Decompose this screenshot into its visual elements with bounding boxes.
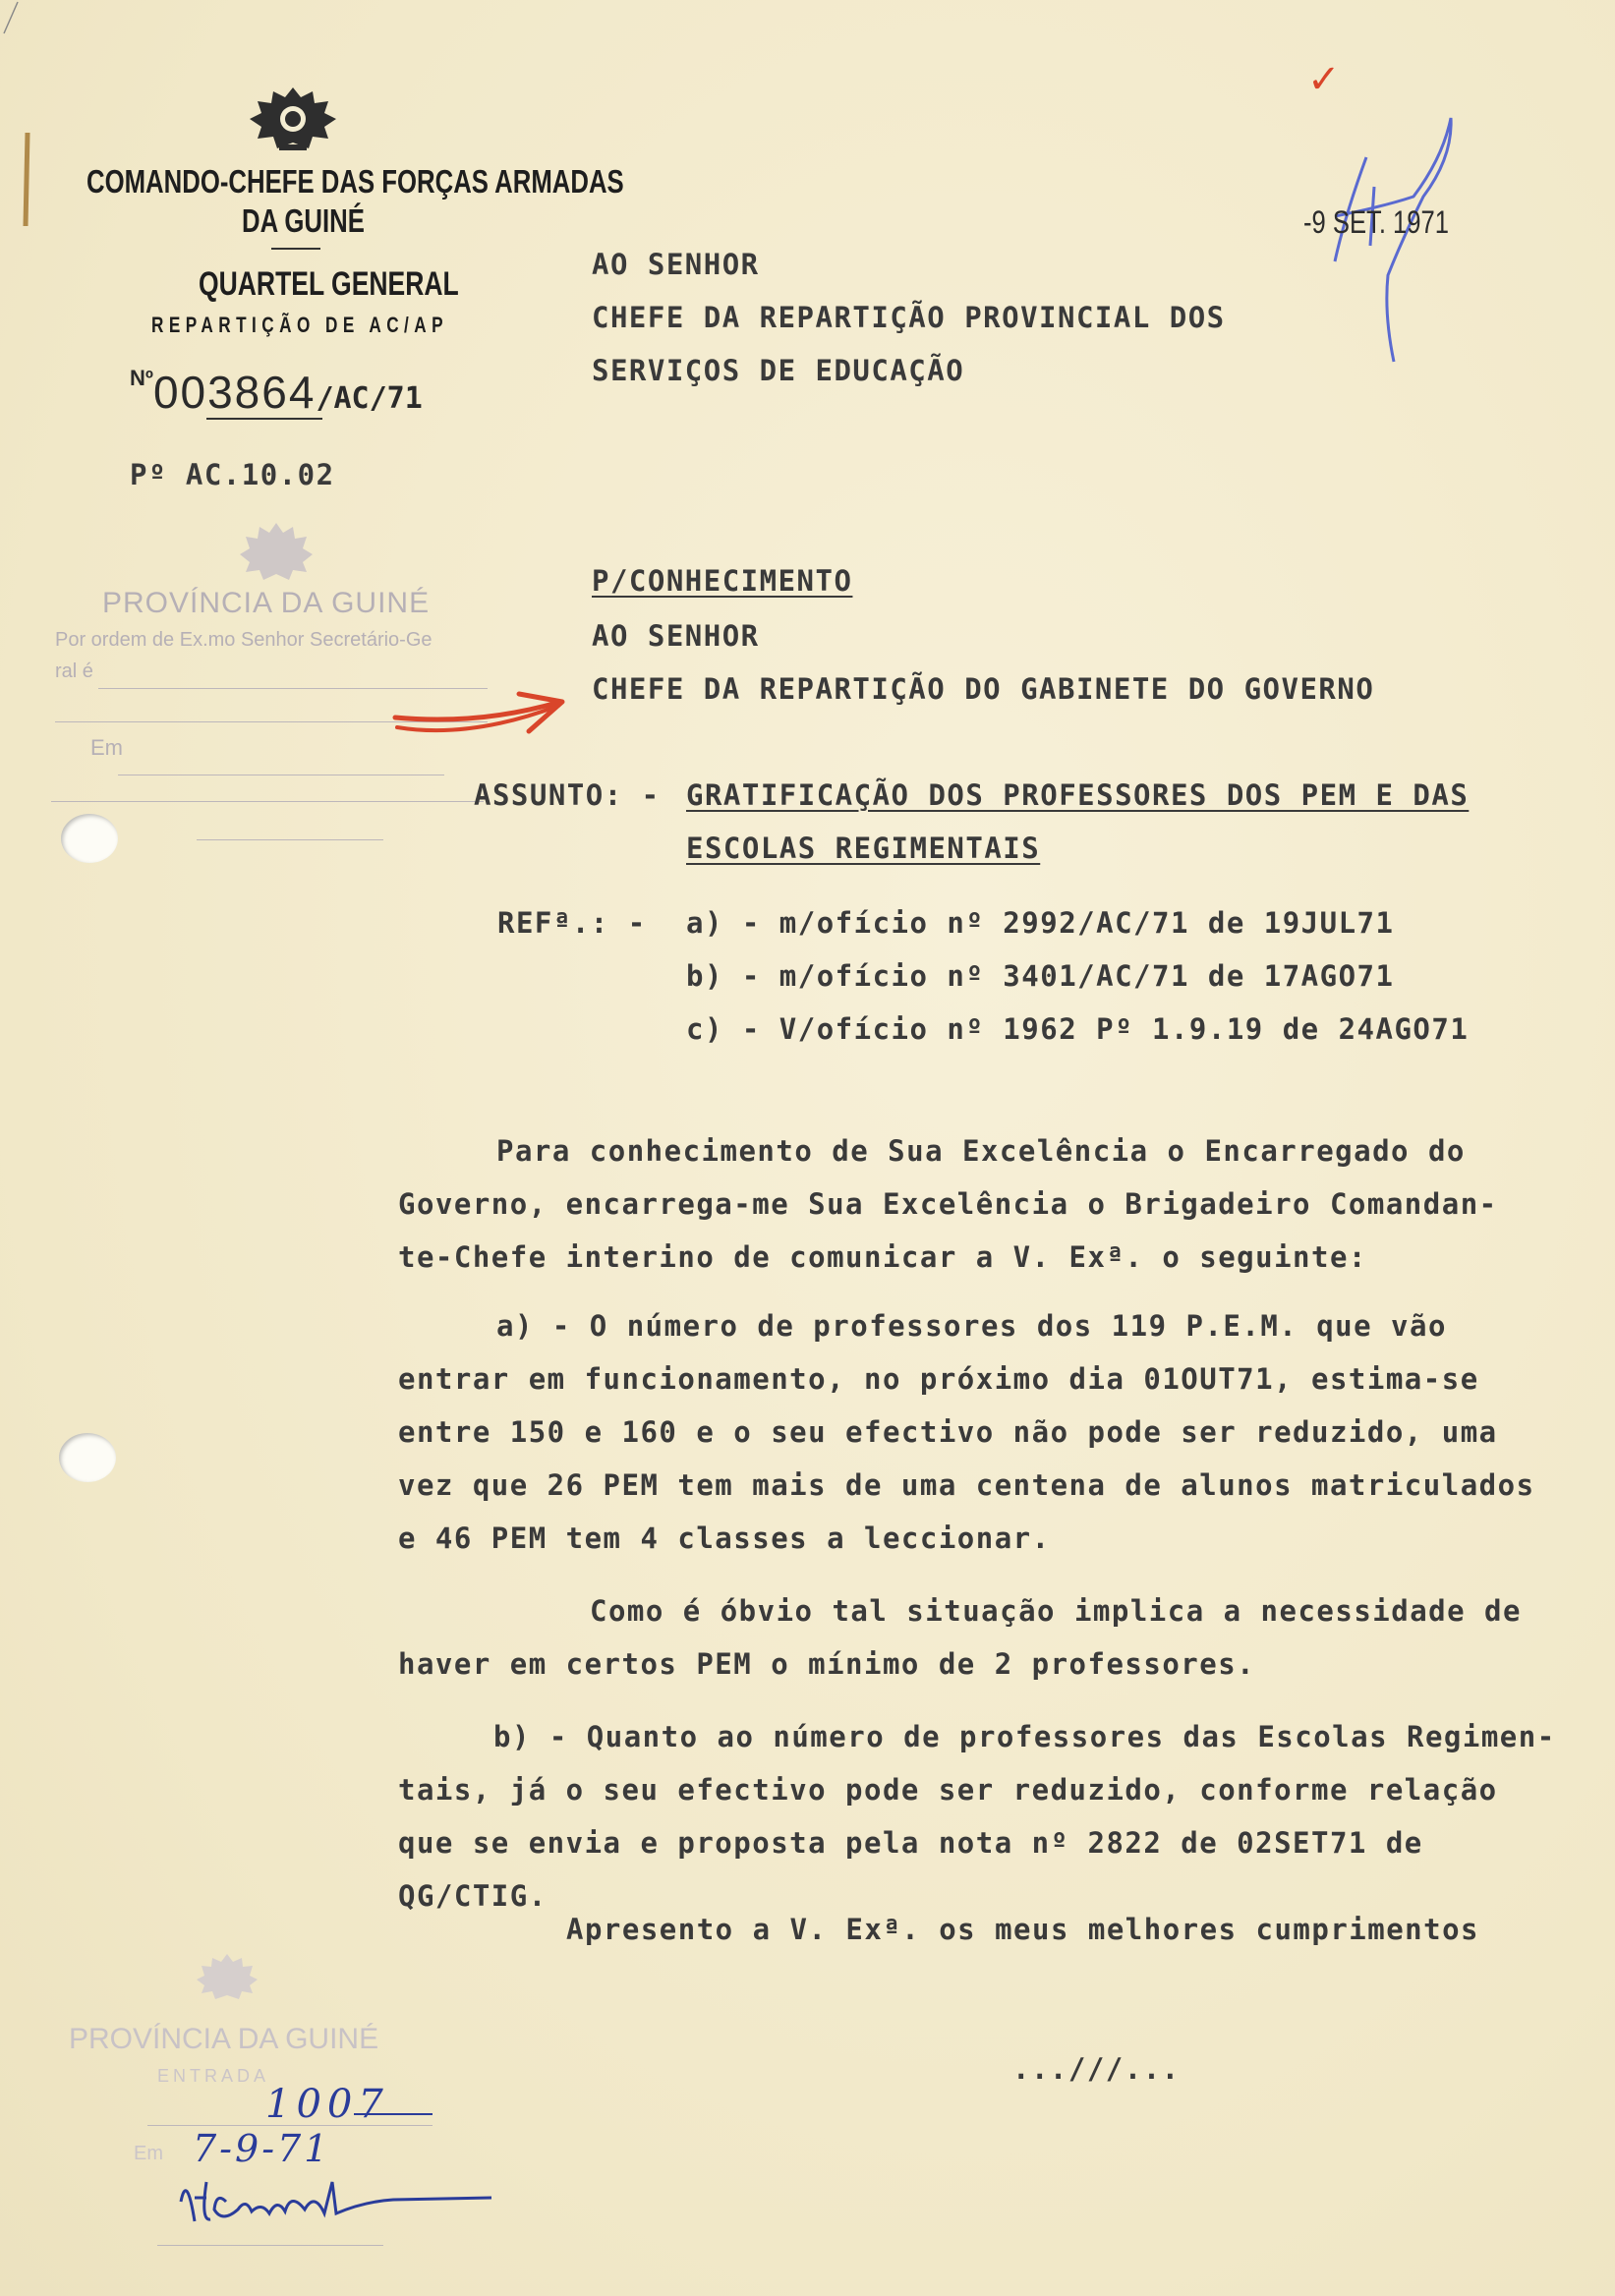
body-p2-line3: entre 150 e 160 e o seu efectivo não pode ser reduzido, uma [398,1415,1498,1449]
org-name-line2: DA GUINÉ [242,202,365,239]
cc-line1: AO SENHOR [592,619,760,653]
body-p3-line1: Como é óbvio tal situação implica a necessidade de [590,1594,1522,1628]
reference-item-b: b) - m/ofício nº 3401/AC/71 de 17AGO71 [686,959,1395,993]
signature-underline [354,2113,433,2115]
punch-hole-bottom [59,1433,116,1482]
punch-hole-top [61,814,118,863]
body-p1-line1: Para conhecimento de Sua Excelência o Encarregado do [496,1134,1466,1168]
body-p4-line3: que se envia e proposta pela nota nº 2822 de 02SET71 de [398,1826,1423,1860]
processo-ref: Pº AC.10.02 [130,458,335,491]
reference-item-a: a) - m/ofício nº 2992/AC/71 de 19JUL71 [686,906,1395,940]
staple-mark-icon [18,128,37,236]
continuation-mark: ...///... [1012,2052,1181,2086]
faded-stamp-bottom-title: PROVÍNCIA DA GUINÉ [69,2023,379,2055]
faded-stamp-line2: ral é [55,660,93,682]
addressee-line2: CHEFE DA REPARTIÇÃO PROVINCIAL DOS [592,301,1226,334]
body-p4-line4: QG/CTIG. [398,1879,548,1913]
cc-line2: CHEFE DA REPARTIÇÃO DO GABINETE DO GOVERNO [592,672,1375,706]
stamp-line-4 [51,801,484,802]
qg-title: QUARTEL GENERAL [199,265,459,303]
corner-tick-icon [0,0,24,39]
body-p2-line2: entrar em funcionamento, no próximo dia 01OUT71, estima-se [398,1362,1479,1396]
body-p2-line1: a) - O número de professores dos 119 P.E.M. que vão [496,1309,1447,1343]
reference-item-c: c) - V/ofício nº 1962 Pº 1.9.19 de 24AGO71 [686,1012,1470,1046]
faded-stamp-line1: Por ordem de Ex.mo Senhor Secretário-Ge [55,629,433,651]
faded-stamp-bottom-line1: ENTRADA [157,2066,270,2086]
handwritten-signature-icon [167,2162,501,2251]
faded-emblem-icon [232,519,320,582]
handwritten-number: 1007 [265,2082,389,2127]
addressee-line1: AO SENHOR [592,248,760,281]
faded-stamp-title: PROVÍNCIA DA GUINÉ [102,587,431,619]
addressee-line3: SERVIÇOS DE EDUCAÇÃO [592,354,965,387]
red-arrow-icon [391,688,568,757]
body-p4-line1: b) - Quanto ao número de professores das Escolas Regimen- [493,1720,1556,1753]
number-underline [206,418,322,420]
references-label: REFª.: - [497,906,647,940]
header-divider [271,248,320,250]
body-p4-line2: tais, já o seu efectivo pode ser reduzido, conforme relação [398,1773,1498,1807]
body-p3-line2: haver em certos PEM o mínimo de 2 professores. [398,1647,1256,1681]
number-prefix: Nº [130,366,153,390]
cc-heading: P/CONHECIMENTO [592,564,853,598]
body-p1-line2: Governo, encarrega-me Sua Excelência o Brigadeiro Comandan- [398,1187,1498,1221]
body-p2-line4: vez que 26 PEM tem mais de uma centena de alunos matriculados [398,1468,1535,1502]
faded-stamp-bottom-line2: Em [134,2143,163,2164]
org-name-line1: COMANDO-CHEFE DAS FORÇAS ARMADAS [87,163,624,200]
document-number [130,366,423,419]
subject-label: ASSUNTO: - [474,778,661,812]
handwritten-check: ✓ [1307,57,1341,102]
subject-line2: ESCOLAS REGIMENTAIS [686,832,1041,865]
closing-line: Apresento a V. Exª. os meus melhores cumprimentos [566,1913,1480,1946]
number-value: 003864 [152,367,317,418]
body-p2-line5: e 46 PEM tem 4 classes a leccionar. [398,1521,1051,1555]
number-suffix: /AC/71 [316,381,423,416]
handwritten-date: 7-9-71 [193,2127,331,2170]
subject-line1: GRATIFICAÇÃO DOS PROFESSORES DOS PEM E DAS [686,778,1470,812]
date-stamp: -9 SET. 1971 [1303,204,1449,240]
reparticao-title: REPARTIÇÃO DE AC/AP [151,313,449,337]
coat-of-arms-icon [244,84,342,154]
stamp-line-5 [197,839,383,840]
faded-stamp-line3: Em [90,735,123,760]
faded-emblem-bottom-icon [193,1950,261,2001]
body-p1-line3: te-Chefe interino de comunicar a V. Exª. o seguinte: [398,1240,1367,1274]
